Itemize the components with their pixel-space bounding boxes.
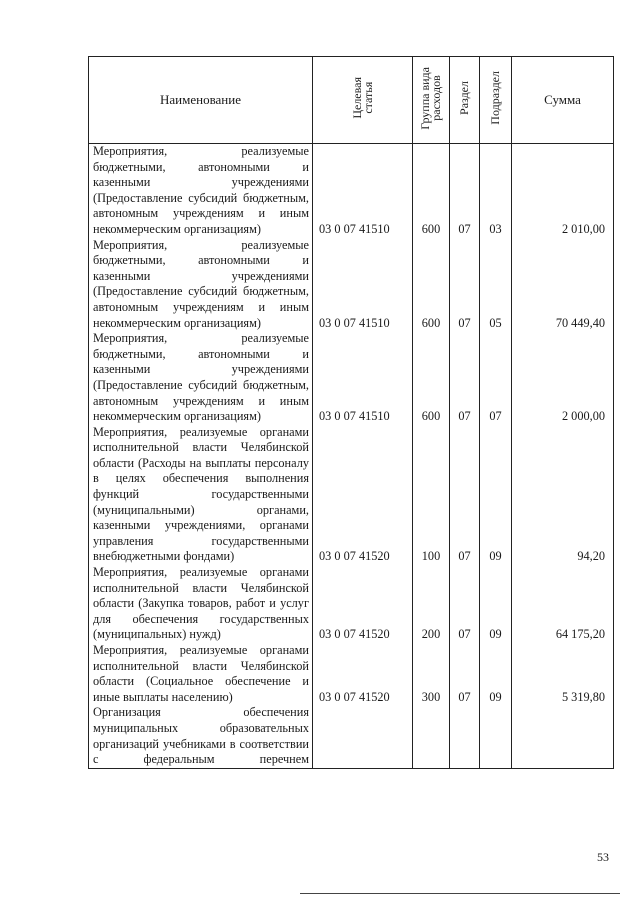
row-sum: 5 319,80 <box>512 643 614 705</box>
row-name: Организация обеспечения муниципальных образовательных организаций учебниками в соответствии с федеральным перечнем <box>89 705 313 768</box>
row-group: 100 <box>413 425 450 565</box>
page-bottom-rule <box>300 893 620 894</box>
row-group: 200 <box>413 565 450 643</box>
table-row-continued <box>89 705 614 768</box>
header-subsection-label: Подраздел <box>488 71 502 125</box>
table-row <box>89 565 614 643</box>
row-group <box>413 705 450 768</box>
row-subsection: 09 <box>480 565 512 643</box>
row-subsection: 03 <box>480 144 512 238</box>
table-row <box>89 238 614 332</box>
row-name: Мероприятия, реализуемые бюджетными, автономными и казенными учреждениями (Предоставление субсидий бюджетным, автономным учреждениям и иным некоммерческим организациям) <box>89 144 313 238</box>
row-name: Мероприятия, реализуемые бюджетными, автономными и казенными учреждениями (Предоставление субсидий бюджетным, автономным учреждениям и иным некоммерческим организациям) <box>89 238 313 332</box>
row-section: 07 <box>450 425 480 565</box>
row-section: 07 <box>450 643 480 705</box>
row-sum: 94,20 <box>512 425 614 565</box>
row-section: 07 <box>450 565 480 643</box>
table-row <box>89 144 614 238</box>
header-target <box>313 57 413 144</box>
page-number: 53 <box>597 850 609 864</box>
row-target: 03 0 07 41520 <box>313 425 413 565</box>
row-section <box>450 705 480 768</box>
table-row <box>89 425 614 565</box>
row-sum: 70 449,40 <box>512 238 614 332</box>
row-sum: 64 175,20 <box>512 565 614 643</box>
header-group-label: Группа вида расходов <box>418 66 443 130</box>
header-subsection <box>480 57 512 144</box>
row-section: 07 <box>450 238 480 332</box>
row-sum: 2 000,00 <box>512 331 614 425</box>
row-group: 600 <box>413 144 450 238</box>
row-subsection: 05 <box>480 238 512 332</box>
row-group: 300 <box>413 643 450 705</box>
table-header-row <box>89 57 614 144</box>
header-section <box>450 57 480 144</box>
header-group <box>413 57 450 144</box>
row-name: Мероприятия, реализуемые органами исполнительной власти Челябинской области (Расходы на выплаты персоналу в целях обеспечения выполнения функций государственными (муниципальными) органами, казенными учреждениями, органами управления государственными внебюджетными фондами) <box>89 425 313 565</box>
row-subsection: 09 <box>480 643 512 705</box>
row-name: Мероприятия, реализуемые бюджетными, автономными и казенными учреждениями (Предоставление субсидий бюджетным, автономным учреждениям и иным некоммерческим организациям) <box>89 331 313 425</box>
budget-table <box>88 56 614 769</box>
row-target: 03 0 07 41510 <box>313 331 413 425</box>
row-group: 600 <box>413 238 450 332</box>
row-target: 03 0 07 41520 <box>313 565 413 643</box>
header-target-label: Целевая статья <box>349 77 375 119</box>
row-sum: 2 010,00 <box>512 144 614 238</box>
row-section: 07 <box>450 331 480 425</box>
row-group: 600 <box>413 331 450 425</box>
row-target <box>313 705 413 768</box>
header-sum: Сумма <box>512 57 614 144</box>
table-row <box>89 331 614 425</box>
row-name: Мероприятия, реализуемые органами исполнительной власти Челябинской области (Социальное обеспечение и иные выплаты населению) <box>89 643 313 705</box>
header-section-label: Раздел <box>457 81 471 115</box>
table-row <box>89 643 614 705</box>
row-target: 03 0 07 41510 <box>313 144 413 238</box>
row-subsection: 09 <box>480 425 512 565</box>
row-target: 03 0 07 41510 <box>313 238 413 332</box>
row-target: 03 0 07 41520 <box>313 643 413 705</box>
header-name: Наименование <box>89 57 313 144</box>
row-subsection: 07 <box>480 331 512 425</box>
row-name: Мероприятия, реализуемые органами исполнительной власти Челябинской области (Закупка товаров, работ и услуг для обеспечения государственных (муниципальных) нужд) <box>89 565 313 643</box>
row-sum <box>512 705 614 768</box>
row-subsection <box>480 705 512 768</box>
row-section: 07 <box>450 144 480 238</box>
